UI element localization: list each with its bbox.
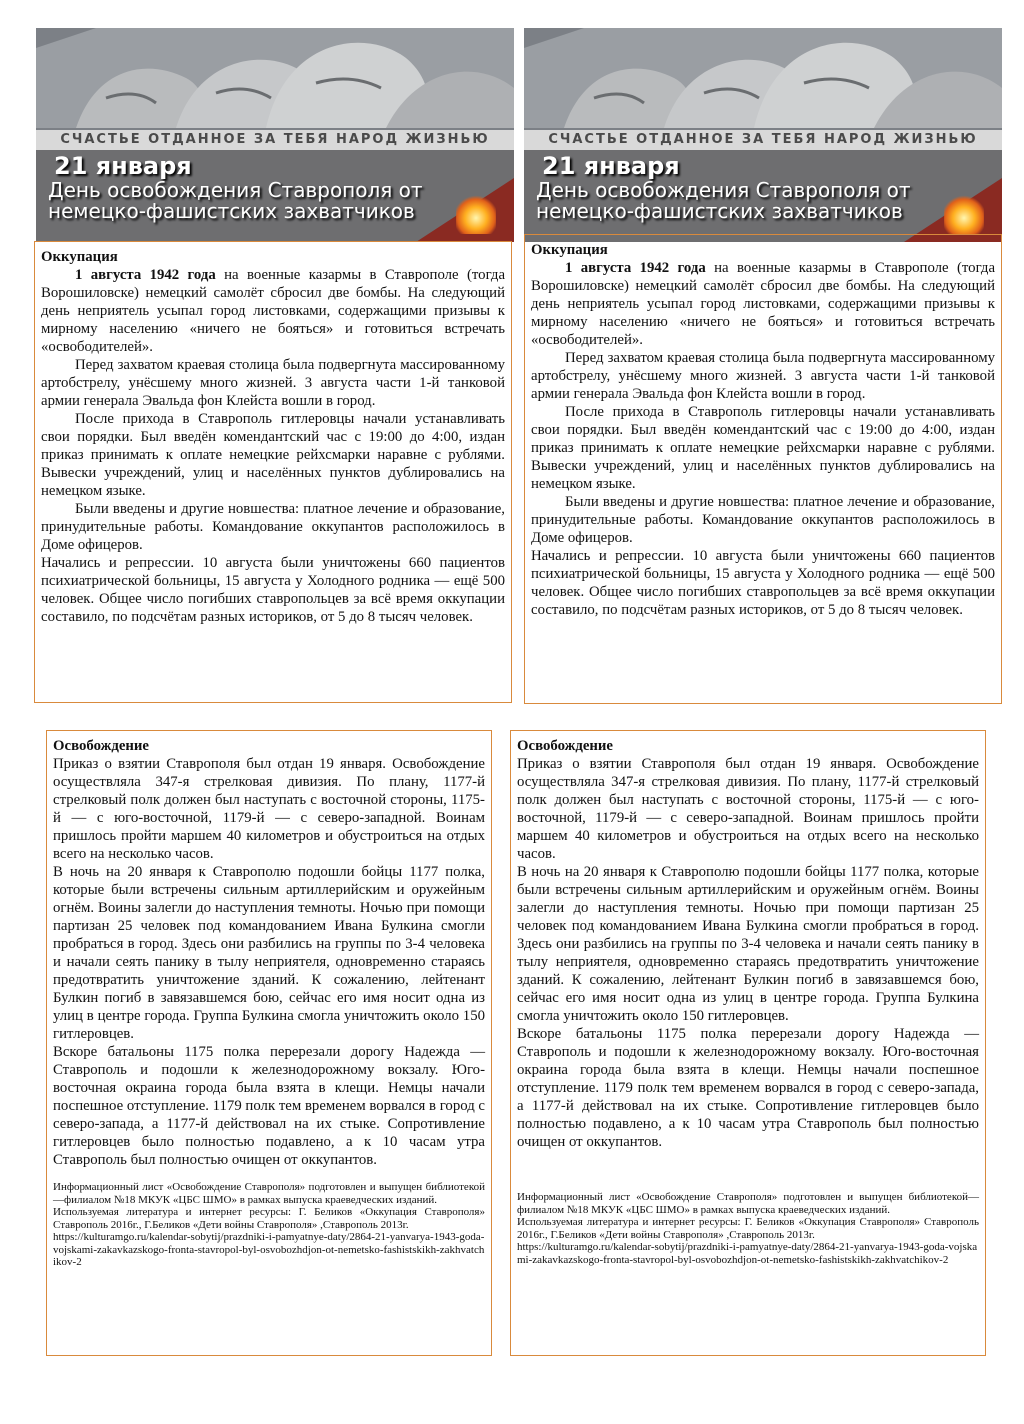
sources-note: Используемая литература и интернет ресурсы: Г. Беликов «Оккупация Ставрополя» Ставрополь 2016г., Г.Беликов «Дети войны Ставрополя» ,Ставрополь 2013г. <box>517 1216 979 1241</box>
occupation-paragraph-1: 1 августа 1942 года на военные казармы в Ставрополе (тогда Ворошиловске) немецкий самолёт сбросил две бомбы. На следующий день неприятель усыпал город листовками, содержащими призывы к мирному населению «ничего не бояться» и готовиться встречать «освободителей». <box>41 267 506 355</box>
liberation-paragraph-2: В ночь на 20 января к Ставрополю подошли бойцы 1177 полка, которые были встречены сильным артиллерийским и оружейным огнём. Воины залегли до наступления темноты. Ночью при помощи партизан 25 человек под командованием Ивана Булкина смогли пробраться в город. Здесь они разбились на группы по 3-4 человека и начали сеять панику в тылу неприятеля, одновременно стараясь предотвратить уничтожение зданий. К сожалению, лейтенант Булкин погиб в завязавшемся бою, сейчас его имя носит одна из улиц в центре города. Группа Булкина смогла уничтожить около 150 гитлеровцев. <box>53 864 485 1042</box>
source-url: https://kulturamgo.ru/kalendar-sobytij/prazdniki-i-pamyatnye-daty/2864-21-yanvarya-1943-goda-vojskami-zakavkazskogo-fronta-stavropol-byl-osvobozhdjon-ot-nemetsko-fashistskikh-zakhvatchikov-2 <box>517 1241 978 1266</box>
occupation-paragraph-2: Перед захватом краевая столица была подвергнута массированному артобстрелу, унёсшему много жизней. 3 августа части 1-й танковой армии генерала Эвальда фон Клейста вошли в город. <box>531 350 995 402</box>
liberation-paragraph-1: Приказ о взятии Ставрополя был отдан 19 января. Освобождение осуществляла 347-я стрелковая дивизия. По плану, 1177-й стрелковый полк должен был наступать с восточной стороны, 1175-й — с юго-восточной, 1179-й — с северо-западной. Воинам пришлось пройти маршем 40 километров и обустроиться на отдых всего на несколько часов. <box>53 756 485 862</box>
liberation-paragraph-1: Приказ о взятии Ставрополя был отдан 19 января. Освобождение осуществляла 347-я стрелковая дивизия. По плану, 1177-й стрелковый полк должен был наступать с восточной стороны, 1175-й — с юго-восточной, 1179-й — с северо-западной. Воинам пришлось пройти маршем 40 километров и обустроиться на отдых всего на несколько часов. <box>517 756 979 862</box>
liberation-paragraph-3: Вскоре батальоны 1175 полка перерезали дорогу Надежда — Ставрополь и подошли к железнодорожному вокзалу. Юго-восточная окраина города была взята в клещи. Немцы начали поспешное отступление. 1179 полк тем временем ворвался в город с северо-запада, а 1177-й действовал на их стыке. Сопротивление гитлеровцев было полностью подавлено, а к 10 часам утра Ставрополь был полностью очищен от оккупантов. <box>53 1044 485 1168</box>
sources-note: Используемая литература и интернет ресурсы: Г. Беликов «Оккупация Ставрополя» Ставрополь 2016г., Г.Беликов «Дети войны Ставрополя» ,Ставрополь 2013г. <box>53 1206 485 1231</box>
occupation-paragraph-3: После прихода в Ставрополь гитлеровцы начали устанавливать свои порядки. Был введён комендантский час с 19:00 до 4:00, издан приказ принимать к оплате немецкие рейхсмарки наравне с рублями. Вывески учреждений, улиц и населённых пунктов дублировались на немецком языке. <box>41 411 505 499</box>
occupation-date: 1 августа 1942 года <box>75 267 216 283</box>
occupation-paragraph-5: Начались и репрессии. 10 августа были уничтожены 660 пациентов психиатрической больницы, 15 августа у Холодного родника — ещё 500 человек. Общее число погибших ставропольцев за всё время оккупации составило, по подсчётам разных историков, от 5 до 8 тысяч человек. <box>41 555 505 625</box>
monument-inscription: СЧАСТЬЕ ОТДАННОЕ ЗА ТЕБЯ НАРОД ЖИЗНЬЮ <box>524 130 1002 150</box>
monument-inscription: СЧАСТЬЕ ОТДАННОЕ ЗА ТЕБЯ НАРОД ЖИЗНЬЮ <box>36 130 514 150</box>
liberation-box-right <box>510 730 986 1356</box>
eternal-flame-icon <box>944 194 984 234</box>
banner-date: 21 января <box>542 152 680 180</box>
info-note: Информационный лист «Освобождение Ставрополя» подготовлен и выпущен библиотекой—филиалом №18 МКУК «ЦБС ШМО» в рамках выпуска краеведческих изданий. <box>53 1181 485 1206</box>
occupation-paragraph-4: Были введены и другие новшества: платное лечение и образование, принудительные работы. Командование оккупантов расположилось в Доме офицеров. <box>41 501 505 553</box>
source-url: https://kulturamgo.ru/kalendar-sobytij/prazdniki-i-pamyatnye-daty/2864-21-yanvarya-1943-goda-vojskami-zakavkazskogo-fronta-stavropol-byl-osvobozhdjon-ot-nemetsko-fashistskikh-zakhvatchikov-2 <box>53 1231 485 1268</box>
liberation-paragraph-3: Вскоре батальоны 1175 полка перерезали дорогу Надежда — Ставрополь и подошли к железнодорожному вокзалу. Юго-восточная окраина города была взята в клещи. Немцы начали поспешное отступление. 1179 полк тем временем ворвался в город с северо-запада, а 1177-й действовал на их стыке. Сопротивление гитлеровцев было полностью подавлено, а к 10 часам утра Ставрополь был полностью очищен от оккупантов. <box>517 1026 979 1150</box>
banner-date: 21 января <box>54 152 192 180</box>
occupation-paragraph-5: Начались и репрессии. 10 августа были уничтожены 660 пациентов психиатрической больницы, 15 августа у Холодного родника — ещё 500 человек. Общее число погибших ставропольцев за всё время оккупации составило, по подсчётам разных историков, от 5 до 8 тысяч человек. <box>531 548 995 618</box>
liberation-title: Освобождение <box>53 738 149 754</box>
occupation-box-right <box>524 234 1002 704</box>
liberation-paragraph-2: В ночь на 20 января к Ставрополю подошли бойцы 1177 полка, которые были встречены сильным артиллерийским и оружейным огнём. Воины залегли до наступления темноты. Ночью при помощи партизан 25 человек под командованием Ивана Булкина смогли пробраться в город. Здесь они разбились на группы по 3-4 человека и начали сеять панику в тылу неприятеля, одновременно стараясь предотвратить уничтожение зданий. К сожалению, лейтенант Булкин погиб в завязавшемся бою, сейчас его имя носит одна из улиц в центре города. Группа Булкина смогла уничтожить около 150 гитлеровцев. <box>517 864 979 1024</box>
occupation-paragraph-4: Были введены и другие новшества: платное лечение и образование, принудительные работы. Командование оккупантов расположилось в Доме офицеров. <box>531 494 995 546</box>
banner-subtitle: День освобождения Ставрополя от немецко-фашистских захватчиков <box>536 178 911 223</box>
occupation-paragraph-1: 1 августа 1942 года на военные казармы в Ставрополе (тогда Ворошиловске) немецкий самолёт сбросил две бомбы. На следующий день неприятель усыпал город листовками, содержащими призывы к мирному населению «ничего не бояться» и готовиться встречать «освободителей». <box>531 260 996 348</box>
occupation-paragraph-2: Перед захватом краевая столица была подвергнута массированному артобстрелу, унёсшему много жизней. 3 августа части 1-й танковой армии генерала Эвальда фон Клейста вошли в город. <box>41 357 505 409</box>
eternal-flame-icon <box>456 194 496 234</box>
liberation-box-left <box>46 730 492 1356</box>
occupation-date: 1 августа 1942 года <box>565 260 706 276</box>
occupation-title: Оккупация <box>531 242 608 258</box>
liberation-title: Освобождение <box>517 738 613 754</box>
occupation-box-left <box>34 241 512 703</box>
banner-subtitle: День освобождения Ставрополя от немецко-фашистских захватчиков <box>48 178 423 223</box>
occupation-title: Оккупация <box>41 249 118 265</box>
info-note: Информационный лист «Освобождение Ставрополя» подготовлен и выпущен библиотекой—филиалом №18 МКУК «ЦБС ШМО» в рамках выпуска краеведческих изданий. <box>517 1191 979 1216</box>
banner-left <box>36 28 514 242</box>
occupation-paragraph-3: После прихода в Ставрополь гитлеровцы начали устанавливать свои порядки. Был введён комендантский час с 19:00 до 4:00, издан приказ принимать к оплате немецкие рейхсмарки наравне с рублями. Вывески учреждений, улиц и населённых пунктов дублировались на немецком языке. <box>531 404 995 492</box>
banner-right <box>524 28 1002 242</box>
